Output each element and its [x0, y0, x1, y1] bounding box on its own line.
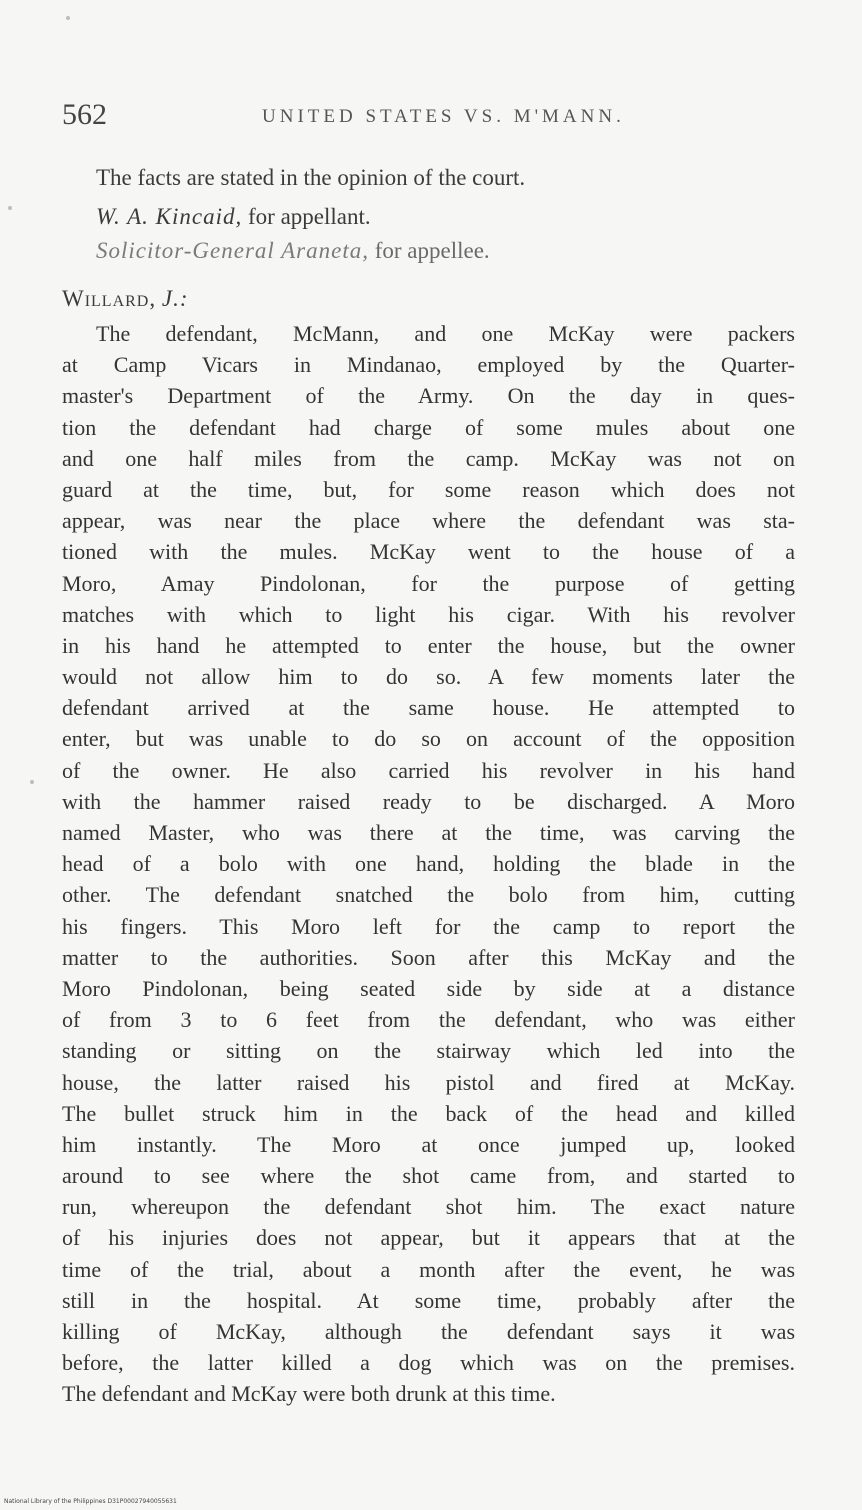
opinion-line: and one half miles from the camp. McKay was not on: [62, 445, 795, 471]
opinion-line: defendant arrived at the same house. He attempted to: [62, 695, 795, 721]
counsel-role: for appellee.: [374, 238, 490, 263]
opinion-line: tion the defendant had charge of some mules about one: [62, 414, 795, 440]
speck: [8, 206, 12, 210]
opinion-line: other. The defendant snatched the bolo from him, cutting: [62, 882, 795, 908]
speck: [30, 780, 34, 784]
opinion-line: still in the hospital. At some time, probably after the: [62, 1287, 795, 1313]
opinion-line: of from 3 to 6 feet from the defendant, who was either: [62, 1007, 795, 1033]
speck: [66, 16, 70, 20]
opinion-line: before, the latter killed a dog which was on the premises.: [62, 1350, 795, 1376]
opinion-line: run, whereupon the defendant shot him. The exact nature: [62, 1194, 795, 1220]
opinion-line: of his injuries does not appear, but it appears that at the: [62, 1225, 795, 1251]
counsel-name: Solicitor-General Araneta,: [96, 238, 369, 263]
opinion-line: with the hammer raised ready to be discharged. A Moro: [62, 788, 795, 814]
opinion-line: standing or sitting on the stairway which led into the: [62, 1038, 795, 1064]
opinion-line: him instantly. The Moro at once jumped up, looked: [62, 1131, 795, 1157]
opinion-line: The defendant and McKay were both drunk at this time.: [62, 1381, 556, 1407]
opinion-line: matches with which to light his cigar. With his revolver: [62, 601, 795, 627]
judge-name: Willard,: [62, 286, 157, 311]
counsel-role: for appellant.: [248, 204, 371, 229]
opinion-line: tioned with the mules. McKay went to the house of a: [62, 539, 795, 565]
opinion-line: Moro, Amay Pindolonan, for the purpose of getting: [62, 570, 795, 596]
opinion-line: Moro Pindolonan, being seated side by side at a distance: [62, 975, 795, 1001]
archive-stamp: National Library of the Philippines D31P00027940055631: [4, 1498, 177, 1505]
judge-heading: [62, 287, 189, 310]
opinion-line: of the owner. He also carried his revolver in his hand: [62, 757, 795, 783]
page-header: [62, 98, 762, 138]
opinion-line: his fingers. This Moro left for the camp to report the: [62, 913, 795, 939]
opinion-line: in his hand he attempted to enter the house, but the owner: [62, 632, 795, 658]
judge-title: J.:: [161, 286, 189, 311]
opinion-line: house, the latter raised his pistol and fired at McKay.: [62, 1069, 795, 1095]
opinion-line: The bullet struck him in the back of the head and killed: [62, 1100, 795, 1126]
opinion-line: at Camp Vicars in Mindanao, employed by the Quarter-: [62, 352, 795, 378]
opinion-line: matter to the authorities. Soon after this McKay and the: [62, 944, 795, 970]
counsel-name: W. A. Kincaid,: [96, 204, 243, 229]
opinion-line: appear, was near the place where the defendant was sta-: [62, 508, 795, 534]
opinion-line: around to see where the shot came from, and started to: [62, 1163, 795, 1189]
lead-statement: The facts are stated in the opinion of the court.: [96, 165, 526, 190]
opinion-line: would not allow him to do so. A few moments later the: [62, 664, 795, 690]
opinion-line: killing of McKay, although the defendant says it was: [62, 1319, 795, 1344]
opinion-line: guard at the time, but, for some reason which does not: [62, 476, 795, 502]
opinion-line: master's Department of the Army. On the day in ques-: [62, 383, 795, 409]
counsel-appellee: [96, 239, 490, 262]
opinion-line: The defendant, McMann, and one McKay were packers: [96, 321, 795, 346]
opinion-line: head of a bolo with one hand, holding the blade in the: [62, 851, 795, 877]
running-head: UNITED STATES VS. M'MANN.: [262, 106, 625, 127]
page-number: 562: [62, 98, 107, 131]
opinion-line: enter, but was unable to do so on account of the opposition: [62, 726, 795, 752]
opinion-body: [62, 318, 795, 1410]
counsel-appellant: [96, 205, 371, 228]
opinion-line: time of the trial, about a month after the event, he was: [62, 1256, 795, 1282]
opinion-line: named Master, who was there at the time, was carving the: [62, 820, 795, 845]
